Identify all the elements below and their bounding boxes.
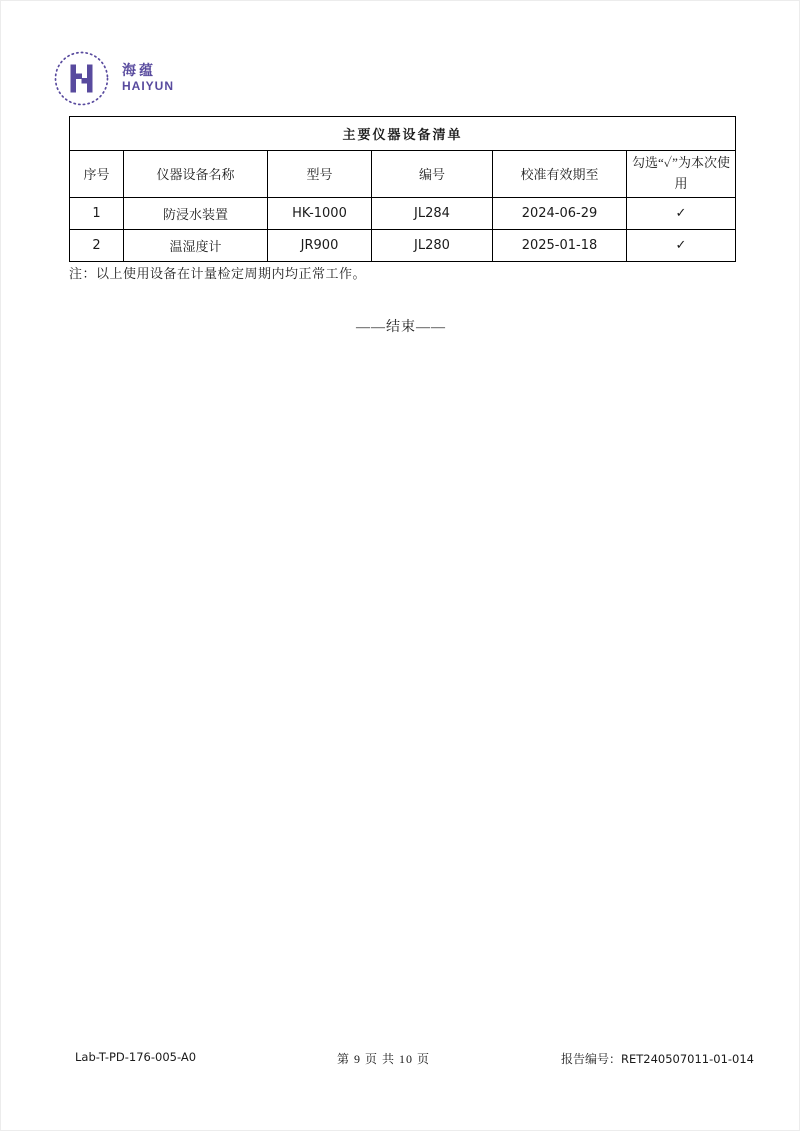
cell-check-used: ✓ (627, 197, 736, 229)
col-header-seq: 序号 (70, 151, 124, 198)
cell-calibration-date: 2025-01-18 (493, 229, 627, 261)
cell-check-used: ✓ (627, 229, 736, 261)
equipment-table (69, 116, 735, 262)
footer-doc-code: Lab-T-PD-176-005-A0 (75, 1050, 197, 1064)
col-header-calibration-valid: 校准有效期至 (493, 151, 627, 198)
footer-report-number (561, 1050, 754, 1067)
logo-text-en: HAIYUN (122, 78, 175, 93)
table-row (70, 197, 736, 229)
table-title: 主要仪器设备清单 (70, 117, 736, 151)
footer-report-value: RET240507011-01-014 (620, 1052, 754, 1066)
haiyun-logo (53, 50, 174, 107)
footer-page-info: 第 9 页 共 10 页 (337, 1052, 431, 1066)
cell-equipment-name: 温湿度计 (124, 229, 268, 261)
logo-text-zh: 海蕴 (122, 63, 156, 79)
col-header-check-used: 勾选“✓”为本次使用 (627, 151, 736, 198)
col-header-equipment-name: 仪器设备名称 (124, 151, 268, 198)
col-header-model: 型号 (268, 151, 372, 198)
page-footer (1, 1050, 800, 1068)
cell-equipment-name: 防浸水装置 (124, 197, 268, 229)
haiyun-logo-icon (53, 50, 110, 107)
table-row (70, 229, 736, 261)
cell-serial: JL280 (372, 229, 493, 261)
table-title-row (70, 117, 736, 151)
cell-serial: JL284 (372, 197, 493, 229)
col-header-serial: 编号 (372, 151, 493, 198)
cell-calibration-date: 2024-06-29 (493, 197, 627, 229)
cell-model: JR900 (268, 229, 372, 261)
end-marker: ——结束—— (356, 320, 446, 335)
table-header-row (70, 151, 736, 198)
cell-model: HK-1000 (268, 197, 372, 229)
cell-seq: 2 (70, 229, 124, 261)
cell-seq: 1 (70, 197, 124, 229)
footer-report-label: 报告编号： (560, 1052, 621, 1066)
table-note: 注：以上使用设备在计量检定周期内均正常工作。 (69, 266, 367, 281)
logo-text (122, 64, 174, 94)
